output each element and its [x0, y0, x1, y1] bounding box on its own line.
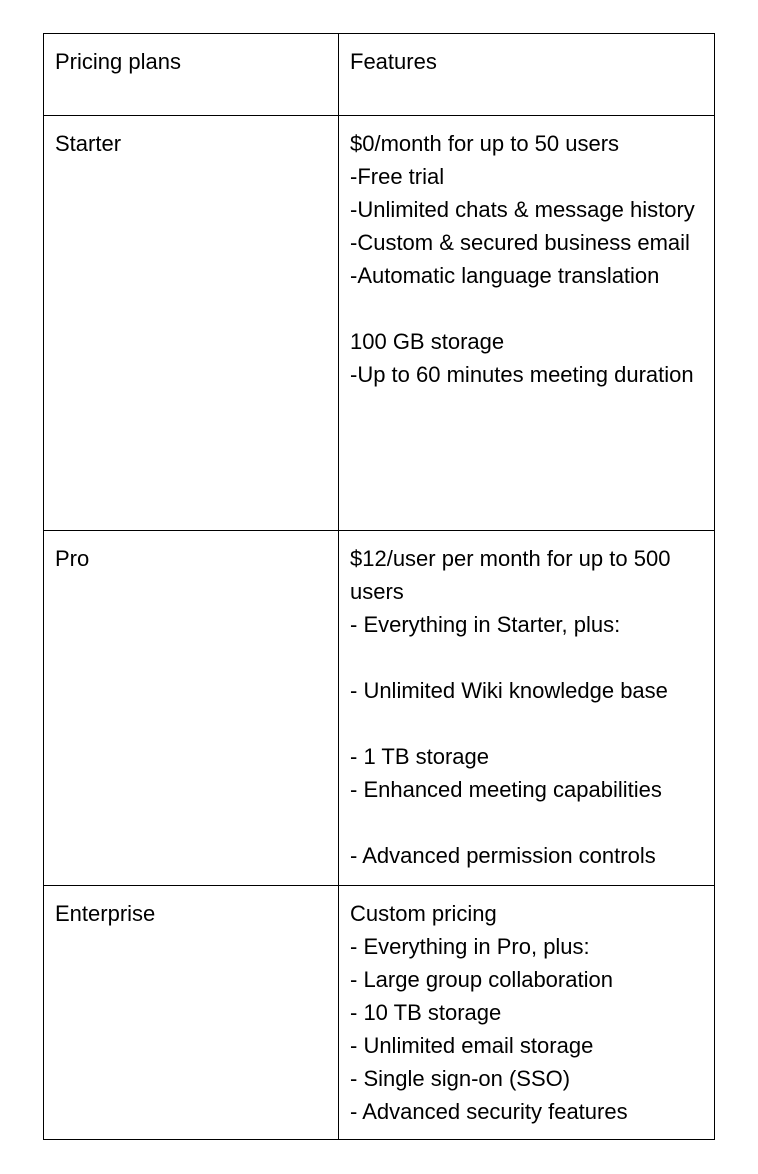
feature-line: -Custom & secured business email: [350, 230, 690, 255]
feature-line: Custom pricing: [350, 901, 497, 926]
feature-spacer: [350, 292, 703, 325]
feature-line: - Large group collaboration: [350, 967, 613, 992]
plan-name-enterprise: Enterprise: [44, 886, 339, 1140]
feature-line: - Enhanced meeting capabilities: [350, 777, 662, 802]
feature-line: - 1 TB storage: [350, 744, 489, 769]
feature-line: - Single sign-on (SSO): [350, 1066, 571, 1091]
header-cell-plan: Pricing plans: [44, 34, 339, 116]
feature-line: - Unlimited email storage: [350, 1033, 594, 1058]
feature-line: $12/user per month for up to 500 users: [350, 546, 671, 604]
feature-spacer: [350, 806, 703, 839]
feature-line: - Advanced security features: [350, 1099, 628, 1124]
feature-line: - Advanced permission controls: [350, 843, 656, 868]
feature-spacer: [350, 707, 703, 740]
feature-line: - 10 TB storage: [350, 1000, 502, 1025]
plan-name-starter: Starter: [44, 116, 339, 531]
header-row: [44, 34, 715, 116]
features-cell-starter: [339, 116, 715, 531]
feature-line: -Unlimited chats & message history: [350, 197, 695, 222]
feature-line: 100 GB storage: [350, 329, 505, 354]
feature-line: $0/month for up to 50 users: [350, 131, 620, 156]
table-row-pro: [44, 531, 715, 886]
plan-name-pro: Pro: [44, 531, 339, 886]
features-cell-pro: [339, 531, 715, 886]
feature-line: -Up to 60 minutes meeting duration: [350, 362, 694, 387]
table-row-enterprise: [44, 886, 715, 1140]
feature-line: -Free trial: [350, 164, 445, 189]
feature-spacer: [350, 641, 703, 674]
feature-line: - Everything in Starter, plus:: [350, 612, 621, 637]
feature-line: - Unlimited Wiki knowledge base: [350, 678, 668, 703]
feature-line: - Everything in Pro, plus:: [350, 934, 590, 959]
pricing-table: [43, 33, 715, 1140]
header-cell-features: Features: [339, 34, 715, 116]
table-row-starter: [44, 116, 715, 531]
features-cell-enterprise: [339, 886, 715, 1140]
feature-line: -Automatic language translation: [350, 263, 660, 288]
